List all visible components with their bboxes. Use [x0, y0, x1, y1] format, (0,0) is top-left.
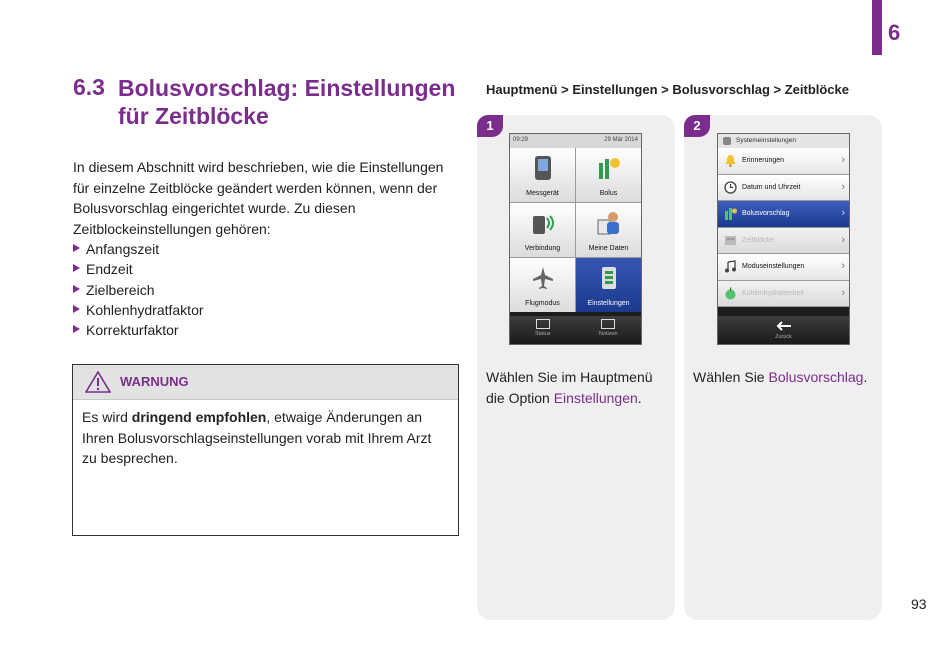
step-1-badge: 1 [477, 115, 503, 137]
tile-label: Messgerät [526, 190, 559, 197]
my-data-icon [597, 210, 621, 236]
step-2-caption [693, 367, 873, 388]
back-label: Zurück [775, 334, 792, 340]
settings-icon [597, 265, 621, 291]
status-button[interactable] [510, 319, 576, 337]
menu-grid [510, 148, 641, 312]
apple-icon [724, 287, 737, 300]
status-icon [536, 319, 550, 329]
list-item: Korrekturfaktor [73, 320, 204, 340]
item-moduseinstellungen[interactable] [718, 254, 849, 281]
item-label: Zeitblöcke [742, 236, 774, 244]
list-item: Endzeit [73, 259, 204, 279]
tile-messgeraet[interactable] [510, 148, 575, 202]
connection-icon [531, 210, 555, 236]
bolus-advice-icon [724, 207, 737, 220]
tile-bolus[interactable] [576, 148, 641, 202]
list-item: Zielbereich [73, 280, 204, 300]
tile-flugmodus[interactable] [510, 258, 575, 312]
time-blocks-icon [724, 234, 737, 247]
back-button[interactable] [718, 316, 849, 344]
notes-icon [601, 319, 615, 329]
warning-label: WARNUNG [120, 374, 189, 389]
tile-label: Verbindung [524, 245, 561, 252]
step-1-caption-end: . [637, 389, 642, 406]
tile-einstellungen[interactable] [576, 258, 641, 312]
chapter-tab [872, 0, 882, 55]
tile-meine-daten[interactable] [576, 203, 641, 257]
section-number: 6.3 [73, 74, 105, 100]
notes-button[interactable] [576, 319, 642, 337]
tile-label: Einstellungen [587, 300, 630, 307]
status-label: Status [534, 331, 551, 337]
item-datum-uhrzeit[interactable] [718, 175, 849, 202]
item-label: Moduseinstellungen [742, 263, 805, 270]
warning-header [73, 365, 458, 400]
status-date: 29 Mär 2014 [604, 137, 638, 143]
item-label: Erinnerungen [742, 157, 785, 164]
screen-header [718, 134, 849, 148]
meter-icon [531, 155, 555, 181]
bottom-bar [718, 316, 849, 344]
chevron-right-icon: › [841, 233, 845, 246]
tile-verbindung[interactable] [510, 203, 575, 257]
warning-text [73, 400, 458, 476]
item-erinnerungen[interactable] [718, 148, 849, 175]
item-bolusvorschlag[interactable] [718, 201, 849, 228]
step-2-caption-start: Wählen Sie [693, 369, 769, 385]
page-number: 93 [911, 596, 927, 612]
section-title: Bolusvorschlag: Einstellungen für Zeitblöcke [118, 75, 456, 129]
notes-label: Notizen [598, 331, 618, 337]
navigation-path: Hauptmenü > Einstellungen > Bolusvorschlag > Zeitblöcke [486, 82, 849, 97]
settings-header-icon [723, 137, 731, 145]
item-label: Bolusvorschlag [742, 210, 790, 217]
step-2-badge: 2 [684, 115, 710, 137]
bottom-bar [510, 316, 641, 344]
chevron-right-icon: › [841, 286, 845, 299]
step-1-caption [486, 367, 666, 408]
list-item: Anfangszeit [73, 239, 204, 259]
step-1-caption-highlight: Einstellungen [553, 389, 638, 406]
settings-list [73, 239, 204, 340]
status-bar [510, 134, 641, 148]
tile-label: Bolus [599, 190, 618, 197]
chevron-right-icon: › [841, 207, 845, 219]
intro-paragraph: In diesem Abschnitt wird beschrieben, wie die Einstellungen für einzelne Zeitblöcke geändert werden können, wenn der Bolusvorschlag eingerichtet wurde. Zu diesen Zeitblockeinstellungen gehören: [73, 159, 444, 237]
warning-text-bold: dringend empfohlen [131, 409, 267, 425]
warning-triangle-icon [85, 371, 111, 393]
step-2-caption-highlight: Bolusvorschlag [768, 369, 864, 385]
bell-icon [724, 154, 737, 167]
warning-text-start: Es wird [82, 409, 132, 425]
item-label: Datum und Uhrzeit [742, 183, 801, 191]
system-settings-screenshot [717, 133, 850, 345]
chevron-right-icon: › [841, 180, 845, 193]
music-note-icon [724, 260, 737, 273]
chevron-right-icon: › [841, 260, 845, 272]
tile-label: Flugmodus [525, 300, 560, 307]
chapter-number: 6 [888, 20, 901, 45]
status-time: 09:29 [513, 137, 529, 143]
warning-text-end: , etwaige Änderungen an Ihren Bolusvorschlagseinstellungen vorab mit Ihrem Arzt zu besprechen. [82, 409, 432, 466]
back-arrow-icon [776, 321, 792, 331]
warning-box [72, 364, 459, 536]
airplane-icon [531, 265, 555, 291]
list-item: Kohlenhydratfaktor [73, 300, 204, 320]
tile-label: Meine Daten [588, 245, 629, 252]
bolus-icon [597, 155, 621, 181]
item-kohlenhydrateinheit [718, 281, 849, 308]
item-label: Kohlenhydrateinheit [742, 289, 804, 297]
item-zeitbloecke [718, 228, 849, 255]
main-menu-screenshot [509, 133, 642, 345]
screen-header-label: Systemeinstellungen [736, 137, 796, 144]
step-2-caption-end: . [863, 369, 868, 385]
clock-icon [724, 181, 737, 194]
step-1-caption-start: Wählen Sie im Hauptmenü die Option [486, 369, 653, 406]
chevron-right-icon: › [841, 154, 845, 166]
